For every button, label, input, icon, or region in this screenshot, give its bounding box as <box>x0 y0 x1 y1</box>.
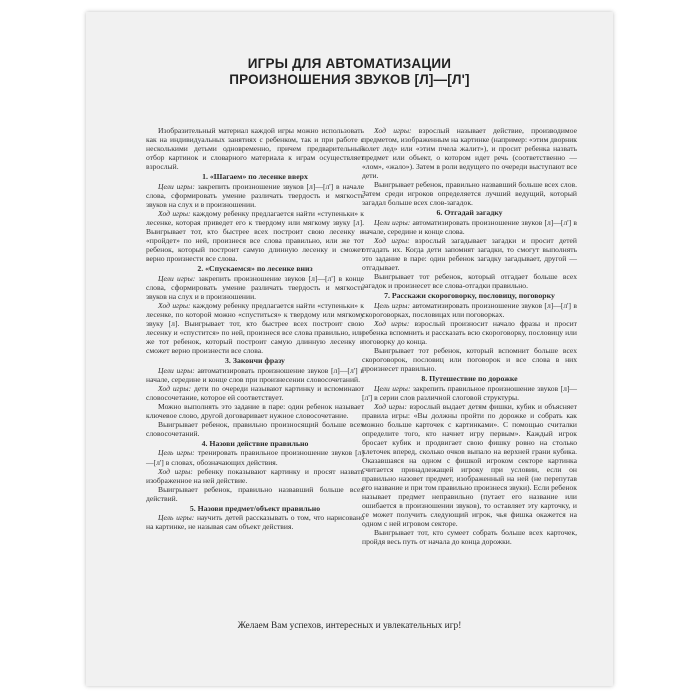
footer-wish: Желаем Вам успехов, интересных и увлекательных игр! <box>237 621 462 631</box>
goal-label: Цель игры: <box>158 513 195 523</box>
game-goal <box>146 366 364 384</box>
title-line-2: ПРОИЗНОШЕНИЯ ЗВУКОВ [Л]—[Л'] <box>229 72 470 87</box>
game-move <box>146 467 364 485</box>
game-heading: 2. «Спускаемся» по лесенке вниз <box>197 264 313 274</box>
goal-text: закрепить произношение звуков [л]—[л'] в конце слова, сформировать умение различать твердость и мягкость звуков на слух и в произношении. <box>146 273 365 301</box>
game-heading: 1. «Шагаем» по лесенке вверх <box>202 172 308 182</box>
move-label: Ход игры: <box>158 208 191 218</box>
move-text: каждому ребенку предлагается найти «ступеньки» к лесенке, по которой можно «спуститься» к твердому или мягкому звуку [л]. Выигрывает тот, кто быстрее всех построит свою лесенку и «спустится» по ней, произнеся все слова правильно, или же тот ребенок, который построит самую длинную лесенку и сможет верно произнести все слова. <box>146 300 364 356</box>
game-goal <box>146 513 364 531</box>
game-extra: Выигрывает ребенок, правильно произносящий больше всех словосочетаний. <box>146 419 364 438</box>
game-move <box>146 384 364 402</box>
move-label: Ход игры: <box>374 236 410 246</box>
intro-paragraph: Изобразительный материал каждой игры можно использовать как на индивидуальных занятиях с ребенком, так и при работе с несколькими детьми одновременно, причем предварительный отбор картинок и словарного материала к играм осуществляет взрослый. <box>146 126 364 172</box>
move-text: взрослый называет действие, производимое предметом, изображенным на картинке (например: «этим дворник колет лед» или «этим пчела жалит»), и просит ребенка назвать предмет или объект, о котором идет речь (соответственно — «лом», «жало»). Затем в роли ведущего по очереди выступают все дети. <box>362 126 577 181</box>
game-goal <box>146 274 364 301</box>
game-move <box>362 236 577 272</box>
move-label: Ход игры: <box>158 383 192 393</box>
game-extra: Выигрывает тот, кто сумеет собрать больше всех карточек, пройдя весь путь от начала до конца дорожки. <box>362 528 577 547</box>
move-text: взрослый выдает детям фишки, кубик и объясняет правила игры: «Вы должны пройти по дорожке и собрать как можно больше карточек с картинками». С помощью считалки определите того, кто начнет игру первым». Каждый игрок бросает кубик и продвигает свою фишку ровно на столько клеточек вперед, сколько очков выпало на верхней грани кубика. Оказавшаяся на одном с фишкой игроком секторе картинка считается принадлежащей игроку при условии, если он правильно назовет предмет, изображенный на ней (не перепутав его название и при том правильно произнеся звуки). Если ребенок называет предмет неправильно (путает его название или ошибается в произношении звуков), то оставляет эту карточку, и се может получить следующий игрок, чья фишка окажется на одном с ней игровом секторе. <box>362 401 577 529</box>
game-heading: 6. Отгадай загадку <box>436 208 503 218</box>
move-label: Ход игры: <box>374 401 407 411</box>
goal-label: Цели игры: <box>374 217 411 227</box>
goal-text: закрепить произношение звуков [л]—[л'] в начале слова, сформировать умение различать твердость и мягкость звуков на слух и в произношении. <box>146 181 364 209</box>
game-goal <box>362 218 577 236</box>
game-move <box>362 319 577 346</box>
goal-text: автоматизировать произношение звуков [л]—[л'] в начале, середине и конце слова. <box>362 217 577 236</box>
goal-text: тренировать правильное произношение звуков [л]—[л'] в словах, обозначающих действия. <box>146 448 364 467</box>
move-label: Ход игры: <box>374 126 412 135</box>
game-extra: Выигрывает ребенок, правильно назвавший больше всех слов. Затем среди игроков определяется лучший ведущий, который загадал больше всех слов-загадок. <box>362 180 577 208</box>
game-extra: Выигрывает тот ребенок, который отгадает больше всех загадок и произнесет все слова-отгадки правильно. <box>362 272 577 291</box>
move-text: ребенку показывают картинку и просят назвать изображенное на ней действие. <box>146 466 364 485</box>
game-move <box>362 126 577 180</box>
move-text: дети по очереди называют картинку и вспоминают словосочетание, которое ей соответствует. <box>146 383 364 402</box>
game-heading: 7. Расскажи скороговорку, пословицу, поговорку <box>384 291 555 301</box>
game-heading: 5. Назови предмет/объект правильно <box>189 503 321 513</box>
move-text: взрослый произносит начало фразы и просит ребенка вспомнить и рассказать всю скороговорку, пословицу или поговорку до конца. <box>362 318 577 346</box>
goal-text: автоматизировать произношение звуков [л]—[л'] в начале, середине и конце слов при произнесении словосочетаний. <box>146 365 364 384</box>
game-extra: Можно выполнять это задание в паре: один ребенок называет ключевое слово, другой договаривает нужное словосочетание. <box>146 401 364 420</box>
move-label: Ход игры: <box>374 318 410 328</box>
game-heading: 8. Путешествие по дорожке <box>421 374 518 384</box>
goal-label: Цели игры: <box>374 383 411 393</box>
move-label: Ход игры: <box>158 466 193 476</box>
title-line-1: ИГРЫ ДЛЯ АВТОМАТИЗАЦИИ <box>247 56 452 71</box>
game-move <box>146 209 364 263</box>
move-text: взрослый загадывает загадки и просит детей отгадать их. Когда дети запомнят загадки, то смогут выполнять это задание в паре: один ребенок загадку загадывает, другой — отгадывает. <box>362 236 577 273</box>
game-heading: 3. Закончи фразу <box>225 356 285 366</box>
move-text: каждому ребенку предлагается найти «ступеньки» к лесенке, которая приведет его к твердому или мягкому звуку [л]. Выигрывает тот, кто быстрее всех построит свою лесенку и «пройдет» по ней, произнеся все слова правильно, или же тот ребенок, который построит самую длинную лесенку и сможет верно произнести все слова. <box>146 208 364 264</box>
right-column <box>362 126 577 547</box>
goal-label: Цели игры: <box>158 273 196 283</box>
game-goal <box>146 182 364 209</box>
move-label: Ход игры: <box>158 300 191 310</box>
game-move <box>362 402 577 529</box>
game-move <box>146 301 364 355</box>
document-page <box>86 12 613 686</box>
goal-text: автоматизировать произношение звуков [л]—[л'] в скороговорках, пословицах или поговорках. <box>362 300 577 319</box>
game-extra: Выигрывает ребенок, правильно назвавший больше всех действий. <box>146 484 364 503</box>
goal-label: Цели игры: <box>158 181 195 191</box>
goal-label: Цель игры: <box>158 448 195 458</box>
game-goal <box>146 448 364 466</box>
game-goal <box>362 301 577 319</box>
goal-label: Цели игры: <box>158 365 195 375</box>
goal-text: закрепить правильное произношение звуков [л]—[л'] в серии слов различной слоговой структуры. <box>362 383 578 402</box>
left-column <box>146 126 364 531</box>
game-extra: Выигрывает тот ребенок, который вспомнит больше всех скороговорок, пословиц или поговорок и все слова в них произнесет правильно. <box>362 346 577 374</box>
game-goal <box>362 384 577 402</box>
page-title <box>86 56 613 88</box>
goal-text: научить детей рассказывать о том, что нарисовано на картинке, не называя сам объект действия. <box>146 513 364 532</box>
goal-label: Цель игры: <box>374 300 410 310</box>
game-heading: 4. Назови действие правильно <box>201 438 309 448</box>
